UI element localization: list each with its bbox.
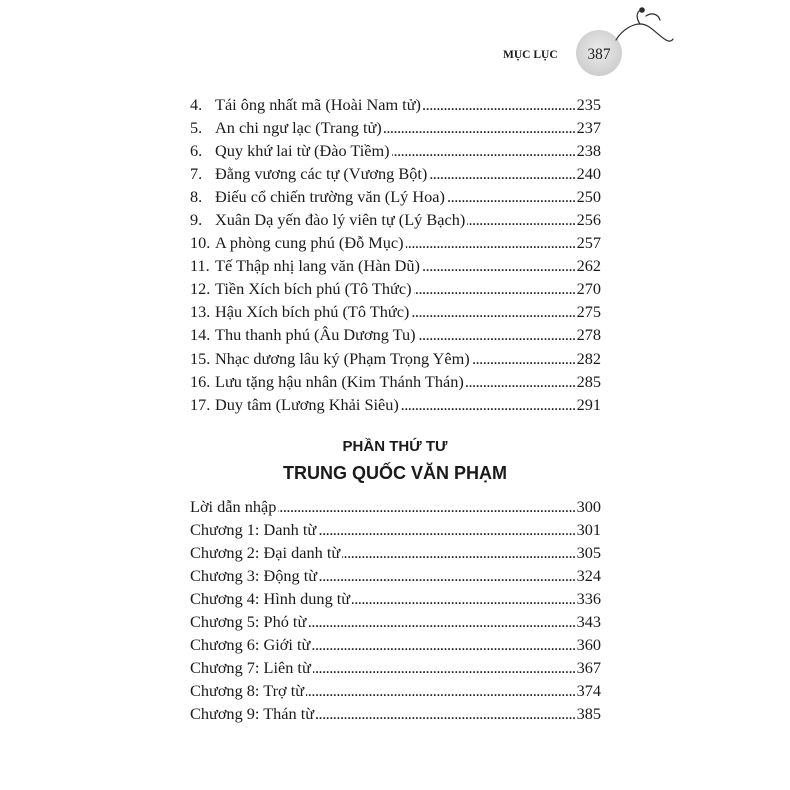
- entry-title: Đằng vương các tự (Vương Bột): [215, 163, 428, 183]
- dot-leader: [308, 610, 575, 633]
- part-label: PHẦN THỨ TƯ: [342, 438, 448, 455]
- entry-page-number: 367: [576, 658, 601, 678]
- entry-page-number: 282: [576, 348, 601, 368]
- entry-page-number: 240: [576, 163, 601, 183]
- entry-number: 8.: [190, 186, 203, 206]
- entry-page-number: 291: [576, 394, 601, 414]
- toc-entry: [190, 347, 601, 370]
- entry-page-number: 275: [576, 302, 601, 322]
- entry-title: Hậu Xích bích phú (Tô Thức): [215, 302, 410, 322]
- toc-entry: [190, 393, 601, 416]
- dot-leader: [401, 393, 576, 416]
- toc-entry: [190, 370, 601, 393]
- entry-title: Chương 7: Liên từ: [190, 658, 311, 678]
- entry-number: 10.: [190, 233, 211, 253]
- entry-page-number: 235: [576, 94, 601, 114]
- entry-page-number: 336: [576, 588, 601, 608]
- dot-leader: [352, 587, 575, 610]
- entry-title: Chương 3: Động từ: [190, 565, 318, 585]
- entry-number: 15.: [190, 348, 211, 368]
- entry-title: Lưu tặng hậu nhân (Kim Thánh Thán): [215, 371, 464, 391]
- entry-title: Điếu cổ chiến trường văn (Lý Hoa): [215, 186, 445, 206]
- dot-leader: [278, 495, 575, 518]
- dot-leader: [313, 656, 576, 679]
- toc-list-part-four: [190, 495, 601, 726]
- toc-entry: [190, 495, 601, 518]
- toc-entry: [190, 679, 601, 702]
- toc-entry: [190, 185, 601, 208]
- toc-entry: [190, 93, 601, 116]
- entry-page-number: 300: [576, 496, 601, 516]
- toc-entry: [190, 116, 601, 139]
- dot-leader: [467, 208, 575, 231]
- dot-leader: [472, 347, 576, 370]
- entry-title: Chương 8: Trợ từ: [190, 681, 305, 701]
- dot-leader: [429, 162, 575, 185]
- dot-leader: [423, 93, 576, 116]
- toc-entry: [190, 208, 601, 231]
- toc-entry: [190, 656, 601, 679]
- dot-leader: [418, 323, 576, 346]
- corner-ornament-icon: [606, 0, 676, 52]
- entry-page-number: 360: [576, 635, 601, 655]
- entry-title: A phòng cung phú (Đỗ Mục): [215, 233, 404, 253]
- entry-page-number: 305: [576, 542, 601, 562]
- entry-title: Chương 5: Phó từ: [190, 611, 307, 631]
- dot-leader: [319, 564, 575, 587]
- entry-number: 5.: [190, 117, 203, 137]
- entry-page-number: 262: [576, 256, 601, 276]
- entry-title: Chương 9: Thán từ: [190, 704, 315, 724]
- dot-leader: [316, 702, 575, 725]
- toc-entry: [190, 162, 601, 185]
- dot-leader: [342, 541, 575, 564]
- toc-entry: [190, 610, 601, 633]
- dot-leader: [312, 633, 575, 656]
- entry-title: Tế Thập nhị lang văn (Hàn Dũ): [215, 256, 420, 276]
- entry-number: 17.: [190, 394, 211, 414]
- toc-entry: [190, 633, 601, 656]
- dot-leader: [414, 277, 576, 300]
- entry-title: Lời dẫn nhập: [190, 496, 277, 516]
- dot-leader: [318, 518, 575, 541]
- entry-page-number: 285: [576, 371, 601, 391]
- entry-page-number: 301: [576, 519, 601, 539]
- toc-entry: [190, 702, 601, 725]
- entry-page-number: 256: [576, 209, 601, 229]
- entry-title: Duy tâm (Lương Khải Siêu): [215, 394, 399, 414]
- entry-number: 4.: [190, 94, 203, 114]
- entry-page-number: 374: [576, 681, 601, 701]
- toc-entry: [190, 587, 601, 610]
- entry-number: 6.: [190, 140, 203, 160]
- dot-leader: [384, 116, 576, 139]
- entry-title: Quy khứ lai từ (Đào Tiềm): [215, 140, 390, 160]
- entry-page-number: 238: [576, 140, 601, 160]
- entry-number: 12.: [190, 279, 211, 299]
- toc-entry: [190, 300, 601, 323]
- entry-number: 13.: [190, 302, 211, 322]
- entry-title: Xuân Dạ yến đào lý viên tự (Lý Bạch): [215, 209, 466, 229]
- entry-number: 9.: [190, 209, 203, 229]
- dot-leader: [392, 139, 576, 162]
- entry-page-number: 324: [576, 565, 601, 585]
- toc-entry: [190, 541, 601, 564]
- entry-title: Thu thanh phú (Âu Dương Tu): [215, 325, 416, 345]
- entry-page-number: 250: [576, 186, 601, 206]
- toc-list-continued: [190, 93, 601, 416]
- entry-title: Chương 2: Đại danh từ: [190, 542, 341, 562]
- entry-number: 11.: [190, 256, 210, 276]
- entry-number: 16.: [190, 371, 211, 391]
- toc-entry: [190, 518, 601, 541]
- entry-page-number: 343: [576, 611, 601, 631]
- dot-leader: [411, 300, 575, 323]
- entry-title: Chương 6: Giới từ: [190, 635, 311, 655]
- entry-title: Chương 4: Hình dung từ: [190, 588, 351, 608]
- toc-entry: [190, 231, 601, 254]
- entry-page-number: 237: [576, 117, 601, 137]
- entry-page-number: 257: [576, 233, 601, 253]
- entry-title: Tái ông nhất mã (Hoài Nam tử): [215, 94, 421, 114]
- part-title: TRUNG QUỐC VĂN PHẠM: [283, 463, 507, 483]
- dot-leader: [466, 370, 576, 393]
- dot-leader: [447, 185, 576, 208]
- entry-page-number: 385: [576, 704, 601, 724]
- toc-entry: [190, 564, 601, 587]
- entry-number: 14.: [190, 325, 211, 345]
- entry-page-number: 278: [576, 325, 601, 345]
- toc-entry: [190, 254, 601, 277]
- entry-title: Nhạc dương lâu ký (Phạm Trọng Yêm): [215, 348, 470, 368]
- toc-entry: [190, 139, 601, 162]
- entry-title: Tiền Xích bích phú (Tô Thức): [215, 279, 412, 299]
- toc-entry: [190, 323, 601, 346]
- running-header-title: MỤC LỤC: [503, 49, 558, 61]
- toc-entry: [190, 277, 601, 300]
- dot-leader: [406, 231, 576, 254]
- entry-number: 7.: [190, 163, 203, 183]
- entry-title: An chi ngư lạc (Trang tử): [215, 117, 382, 137]
- page-number: 387: [587, 46, 611, 63]
- entry-page-number: 270: [576, 279, 601, 299]
- dot-leader: [306, 679, 576, 702]
- dot-leader: [422, 254, 576, 277]
- entry-title: Chương 1: Danh từ: [190, 519, 317, 539]
